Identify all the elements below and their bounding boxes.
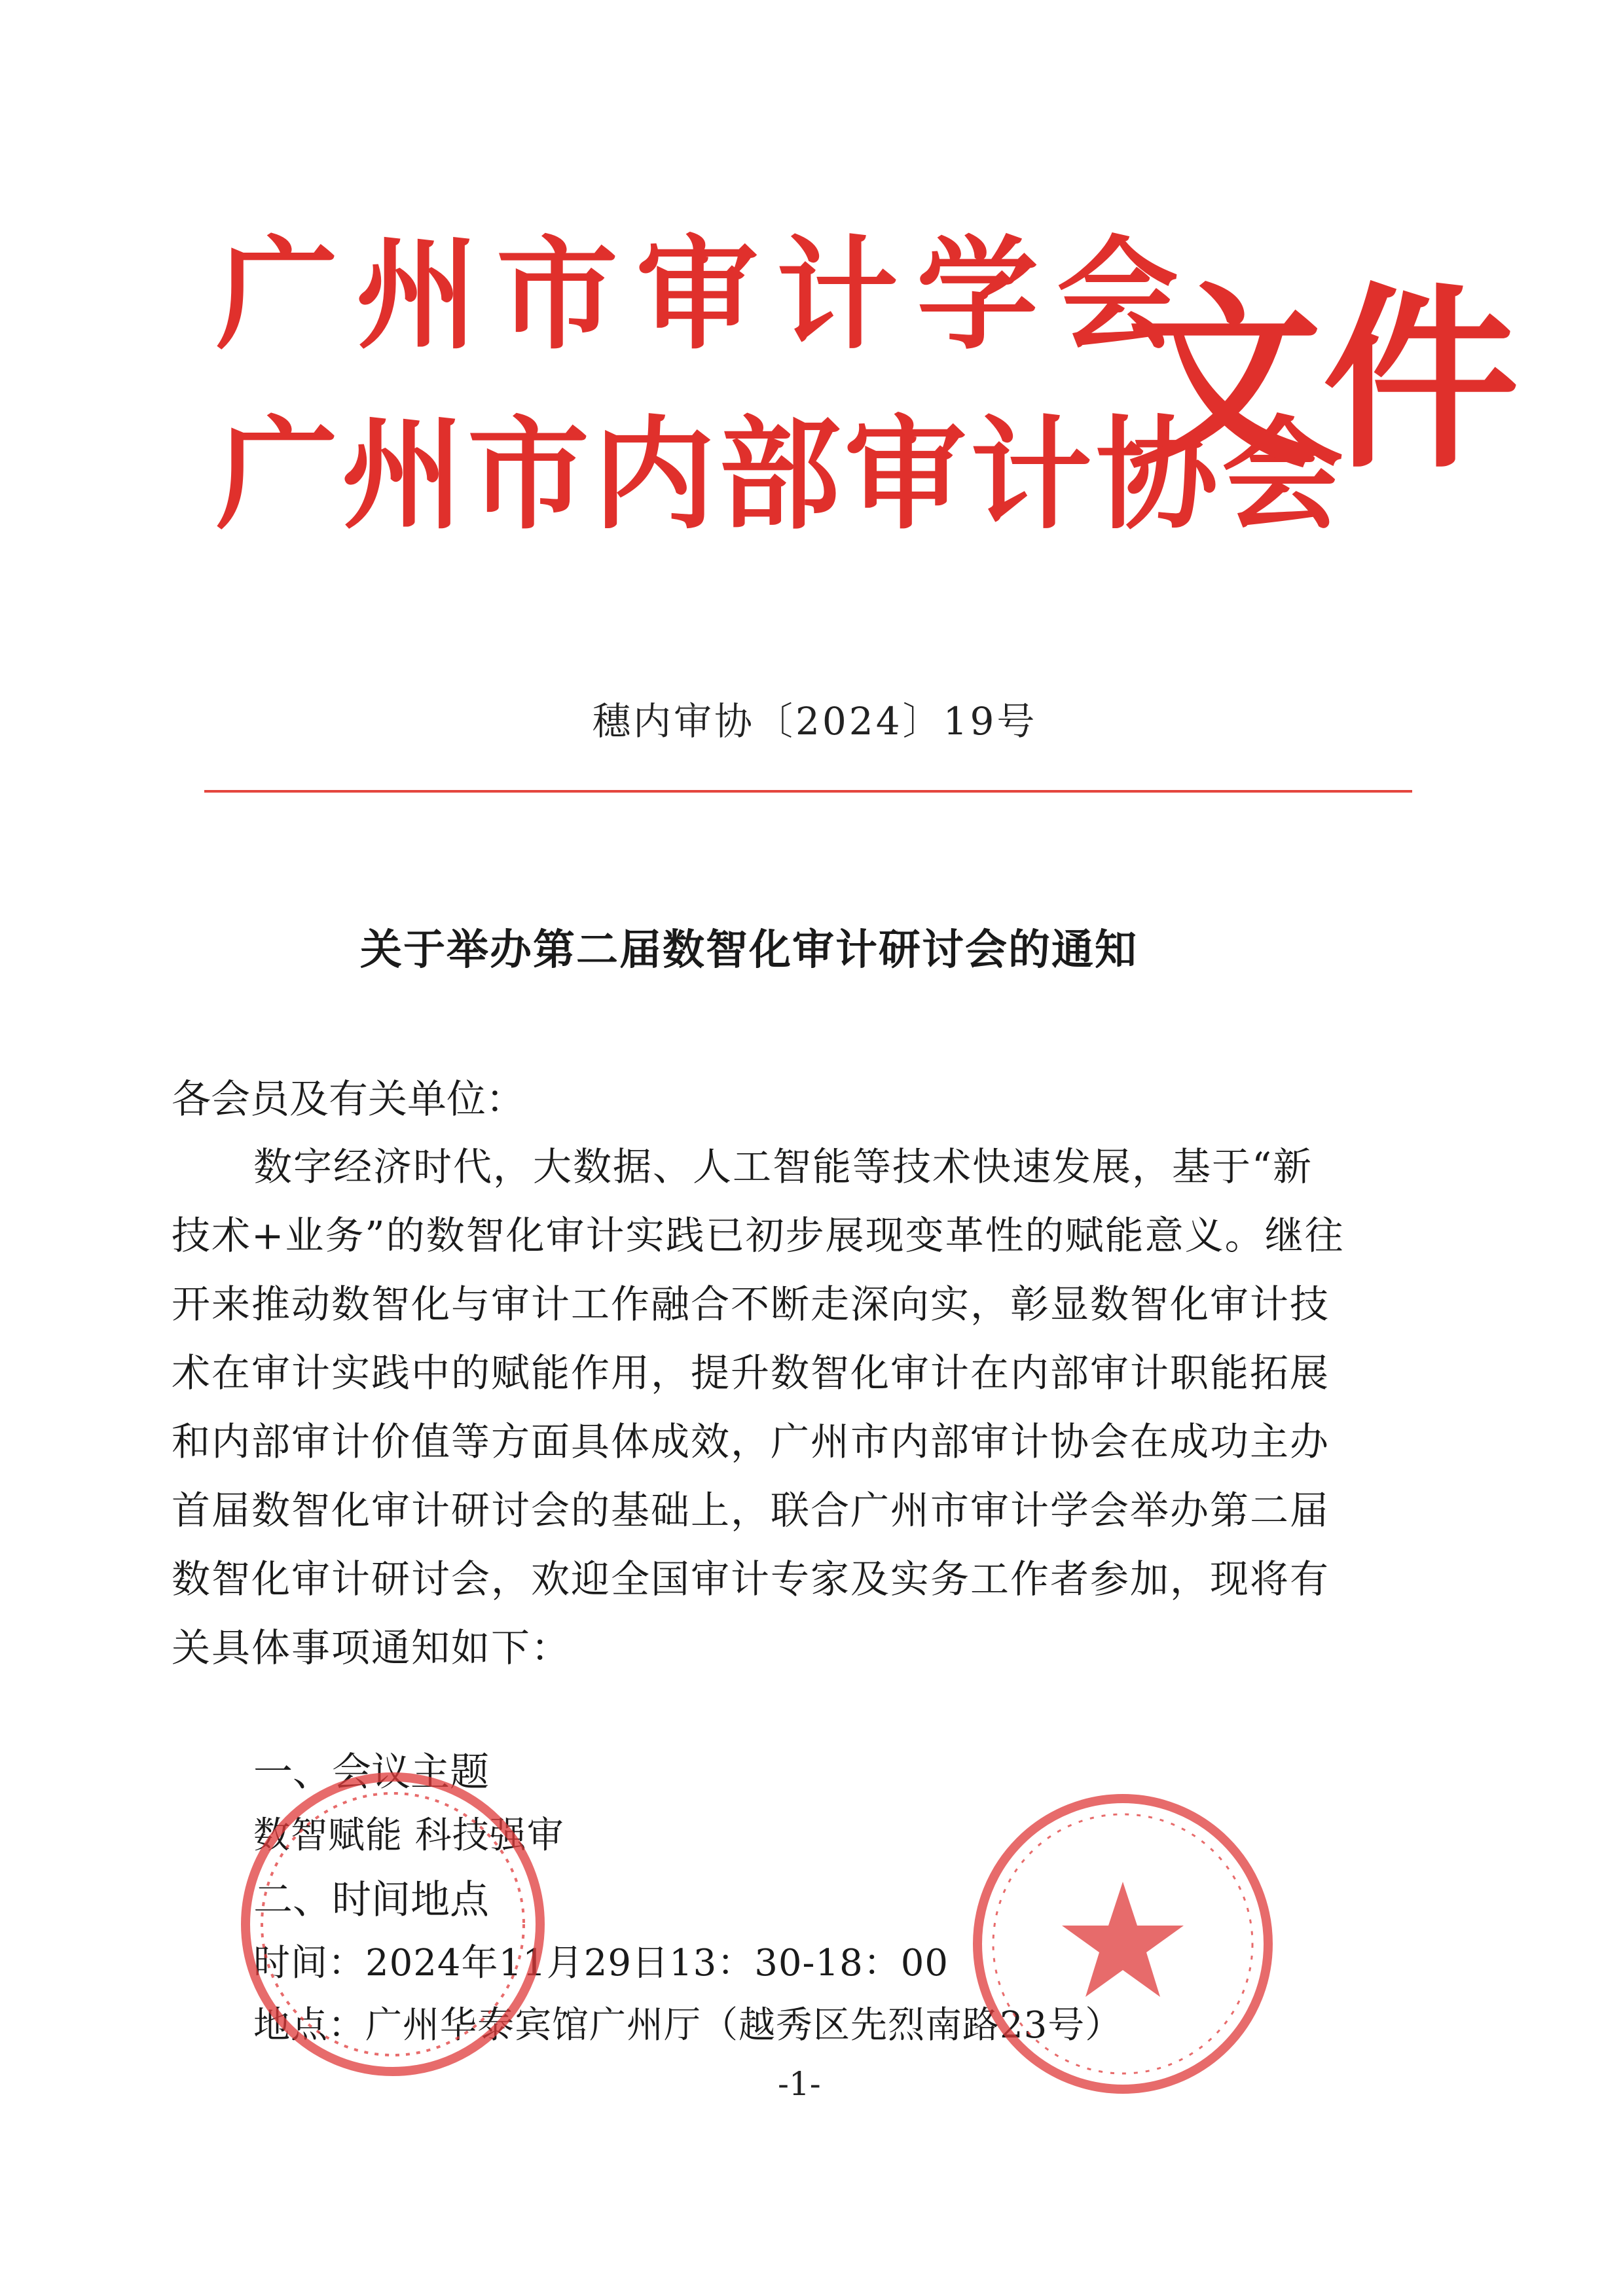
org-name-line1: 广州市审计学会 xyxy=(216,223,1197,366)
intro-line: 和内部审计价值等方面具体成效，广州市内部审计协会在成功主办 xyxy=(172,1419,1330,1464)
org-name-line2: 广州市内部审计协会 xyxy=(216,403,1348,546)
intro-line: 技术+业务”的数智化审计实践已初步展现变革性的赋能意义。继往 xyxy=(172,1213,1345,1258)
intro-line: 术在审计实践中的赋能作用，提升数智化审计在内部审计职能拓展 xyxy=(172,1350,1330,1395)
section-heading: 一、会议主题 xyxy=(253,1749,489,1795)
salutation: 各会员及有关单位： xyxy=(172,1077,525,1122)
section-body: 数智赋能 科技强审 xyxy=(253,1814,564,1857)
document-label: 文件 xyxy=(1126,264,1519,495)
notice-title: 关于举办第二届数智化审计研讨会的通知 xyxy=(360,926,1138,975)
meeting-time: 时间：2024年11月29日13：30-18：00 xyxy=(253,1942,949,1984)
document-number: 穗内审协〔2024〕19号 xyxy=(593,699,1038,744)
intro-line: 关具体事项通知如下： xyxy=(172,1625,572,1670)
intro-line: 开来推动数智化与审计工作融合不断走深向实，彰显数智化审计技 xyxy=(172,1282,1330,1327)
seal-stamp-icon xyxy=(216,1761,570,2088)
intro-line: 数字经济时代，大数据、人工智能等技术快速发展，基于“新 xyxy=(253,1144,1313,1189)
section-heading: 二、时间地点 xyxy=(253,1877,489,1923)
intro-line: 首届数智化审计研讨会的基础上，联合广州市审计学会举办第二届 xyxy=(172,1488,1330,1533)
page-number: -1- xyxy=(778,2065,821,2103)
header-divider xyxy=(204,790,1412,793)
intro-line: 数智化审计研讨会，欢迎全国审计专家及实务工作者参加，现将有 xyxy=(172,1556,1330,1602)
seal-stamp-icon xyxy=(959,1780,1286,2108)
meeting-place: 地点：广州华泰宾馆广州厅（越秀区先烈南路23号） xyxy=(253,2004,1123,2047)
